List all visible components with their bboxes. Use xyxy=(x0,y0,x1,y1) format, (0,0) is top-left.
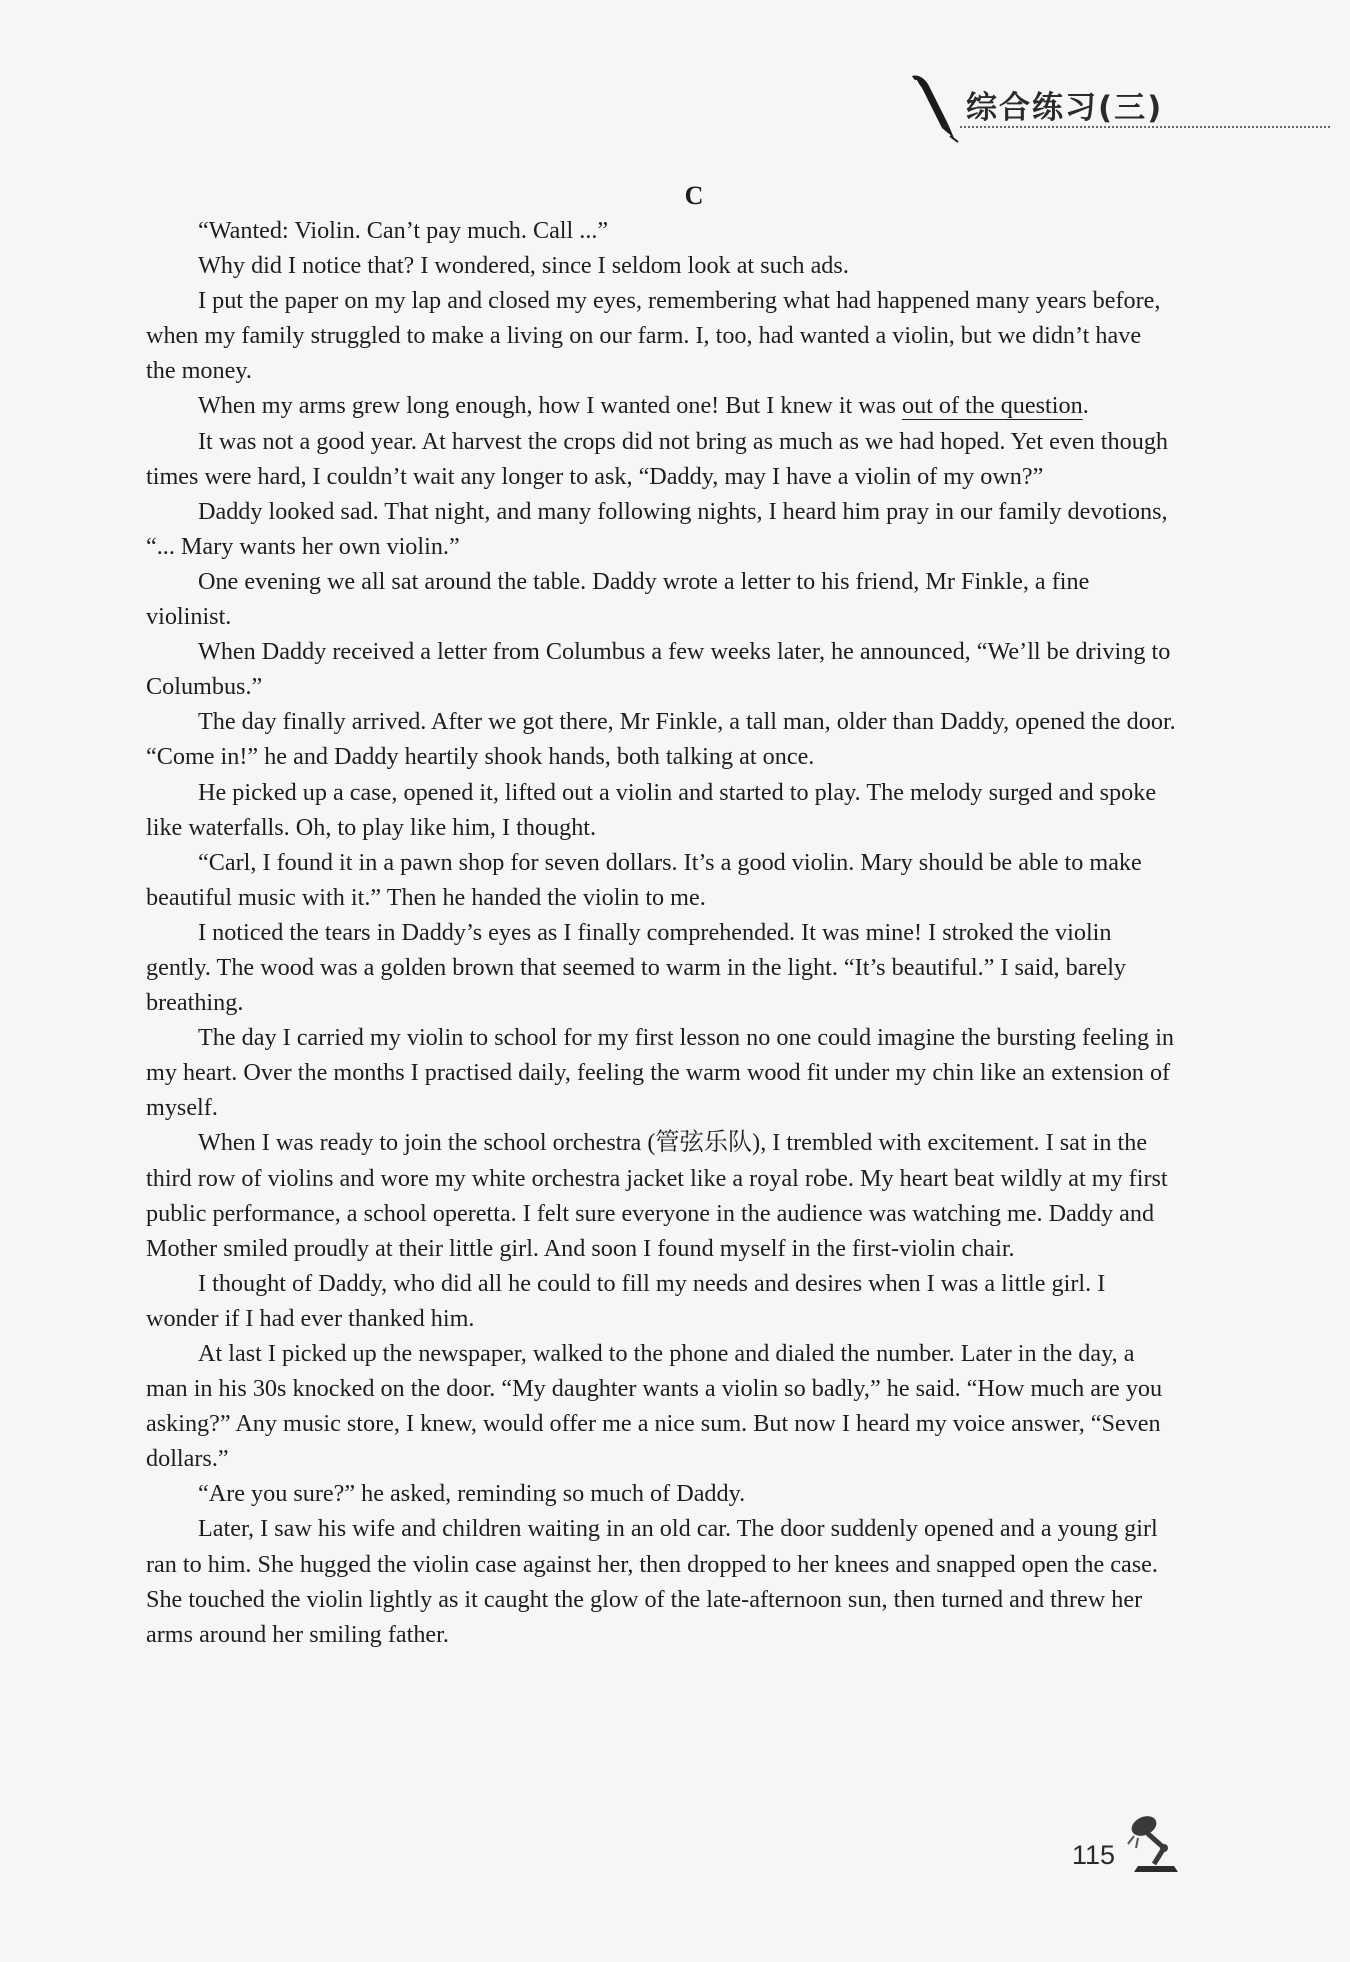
paragraph-text: Later, I saw his wife and children waiting in an old car. The door suddenly opened and a young girl ran to him. She hugged the violin case against her, then dropped to her knees and snapped open the case. She touched the violin lightly as it caught the glow of the late-afternoon sun, then turned and threw her arms around her smiling father. xyxy=(146,1515,1158,1648)
paragraph xyxy=(146,1336,1176,1476)
paragraph xyxy=(146,915,1176,1020)
paragraph xyxy=(146,388,1176,423)
paragraph xyxy=(146,494,1176,564)
paragraph xyxy=(146,704,1176,774)
section-label: C xyxy=(684,181,704,210)
paragraph-text: “Wanted: Violin. Can’t pay much. Call ...” xyxy=(198,217,609,244)
paragraph-text: When I was ready to join the school orchestra (管弦乐队), I trembled with excitement. I sat in the third row of violins and wore my white orchestra jacket like a royal robe. My heart beat wildly at my first public performance, a school operetta. I felt sure everyone in the audience was watching me. Daddy and Mother smiled proudly at their little girl. And soon I found myself in the first-violin chair. xyxy=(146,1129,1168,1262)
paragraph xyxy=(146,845,1176,915)
paragraph xyxy=(146,248,1176,283)
paragraph-text: It was not a good year. At harvest the crops did not bring as much as we had hoped. Yet even though times were hard, I couldn’t wait any longer to ask, “Daddy, may I have a violin of my own?” xyxy=(146,427,1169,490)
paragraph xyxy=(146,213,1176,248)
paragraph-text: Daddy looked sad. That night, and many following nights, I heard him pray in our family devotions, “... Mary wants her own violin.” xyxy=(146,497,1168,560)
page-number: 115 xyxy=(1072,1840,1116,1870)
paragraph-text: Why did I notice that? I wondered, since I seldom look at such ads. xyxy=(198,252,849,280)
header-divider xyxy=(960,126,1330,128)
paragraph-text: When my arms grew long enough, how I wanted one! But I knew it was xyxy=(198,392,902,420)
paragraph-text: I noticed the tears in Daddy’s eyes as I finally comprehended. It was mine! I stroked the violin gently. The wood was a golden brown that seemed to warm in the light. “It’s beautiful.” I said, barely breathing. xyxy=(146,918,1127,1017)
paragraph xyxy=(146,283,1176,388)
paragraph-text: “Carl, I found it in a pawn shop for seven dollars. It’s a good violin. Mary should be able to make beautiful music with it.” Then he handed the violin to me. xyxy=(146,848,1142,911)
paragraph xyxy=(146,1511,1176,1651)
paragraph-text: One evening we all sat around the table. Daddy wrote a letter to his friend, Mr Finkle, a fine violinist. xyxy=(146,567,1090,631)
paragraph xyxy=(146,775,1176,845)
paragraph xyxy=(146,1476,1176,1511)
paragraph-text: The day finally arrived. After we got there, Mr Finkle, a tall man, older than Daddy, opened the door. “Come in!” he and Daddy heartily shook hands, both talking at once. xyxy=(146,708,1176,771)
paragraph-text: “Are you sure?” he asked, reminding so much of Daddy. xyxy=(198,1480,746,1508)
paragraph xyxy=(146,424,1176,494)
paragraph-text: I put the paper on my lap and closed my eyes, remembering what had happened many years before, when my family struggled to make a living on our farm. I, too, had wanted a violin, but we didn’t have the money. xyxy=(146,287,1161,385)
paragraph xyxy=(146,1020,1176,1125)
page-header xyxy=(900,72,1330,142)
underlined-phrase: out of the question xyxy=(901,392,1083,420)
paragraph-text: He picked up a case, opened it, lifted out a violin and started to play. The melody surged and spoke like waterfalls. Oh, to play like him, I thought. xyxy=(146,778,1157,841)
paragraph-text: . xyxy=(1082,392,1089,420)
paragraph xyxy=(146,1125,1176,1265)
paragraph-text: At last I picked up the newspaper, walked to the phone and dialed the number. Later in the day, a man in his 30s knocked on the door. “My daughter wants a violin so badly,” he said. “How much are you asking?” Any music store, I knew, would offer me a nice sum. But now I heard my voice answer, “Seven dollars.” xyxy=(146,1340,1163,1473)
paragraph xyxy=(146,634,1176,704)
page-title: 综合练习(三) xyxy=(966,90,1164,126)
desk-lamp-icon xyxy=(1124,1812,1186,1874)
paragraph-text: I thought of Daddy, who did all he could to fill my needs and desires when I was a little girl. I wonder if I had ever thanked him. xyxy=(146,1269,1106,1332)
pen-icon xyxy=(904,72,960,144)
passage-body xyxy=(146,213,1176,1652)
paragraph xyxy=(146,564,1176,634)
paragraph xyxy=(146,1266,1176,1336)
reading-passage xyxy=(146,178,1176,1652)
paragraph-text: The day I carried my violin to school for my first lesson no one could imagine the bursting feeling in my heart. Over the months I practised daily, feeling the warm wood fit under my chin like an extension of myself. xyxy=(146,1024,1175,1122)
paragraph-text: When Daddy received a letter from Columbus a few weeks later, he announced, “We’ll be driving to Columbus.” xyxy=(146,638,1171,701)
